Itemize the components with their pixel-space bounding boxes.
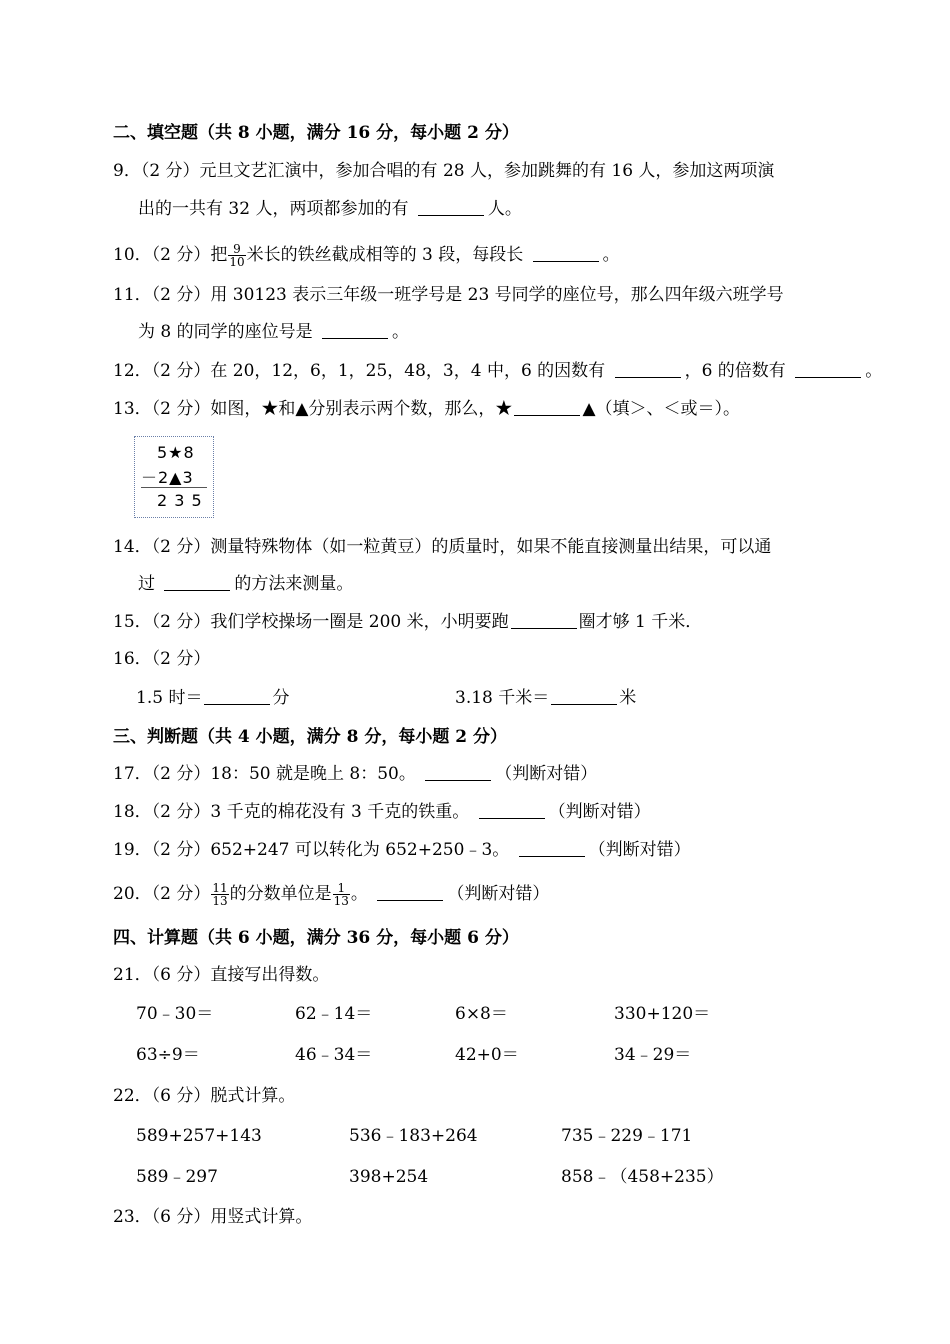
question-19: 19．（2 分）652+247 可以转化为 652+250﹣3。 （判断对错） (113, 840, 691, 860)
question-16-part2: 3.18 千米＝ 米 (455, 688, 637, 708)
answer-blank[interactable] (551, 688, 617, 705)
q21-item: 6×8＝ (455, 1004, 508, 1024)
subtraction-figure (134, 436, 214, 518)
q21-item: 330+120＝ (614, 1004, 711, 1024)
fraction-9-10: $\frac{9}{10}$ (229, 242, 245, 269)
question-14-line1: 14．（2 分）测量特殊物体（如一粒黄豆）的质量时，如果不能直接测量出结果，可以通 (113, 537, 772, 557)
question-22-title: 22．（6 分）脱式计算。 (113, 1086, 296, 1106)
question-12: 12．（2 分）在 20，12，6，1，25，48，3，4 中，6 的因数有 ，6 的倍数有 。 (113, 361, 883, 381)
q21-item: 34﹣29＝ (614, 1045, 692, 1065)
question-15: 15．（2 分）我们学校操场一圈是 200 米，小明要跑 圈才够 1 千米． (113, 612, 703, 632)
figure-row-1: 5★8 (157, 443, 195, 462)
answer-blank[interactable] (322, 322, 388, 339)
answer-blank[interactable] (533, 245, 599, 262)
question-9-unit: 人。 (487, 199, 522, 219)
answer-blank[interactable] (164, 574, 230, 591)
question-11-line2: 为 8 的同学的座位号是 。 (138, 322, 410, 342)
answer-blank[interactable] (418, 199, 484, 216)
question-11-line1: 11．（2 分）用 30123 表示三年级一班学号是 23 号同学的座位号，那么四年级六班学号 (113, 285, 784, 305)
answer-blank[interactable] (615, 361, 681, 378)
question-20: 20．（2 分） $\frac{11}{13}$ 的分数单位是 $\frac{1}{13}$ 。 （判断对错） (113, 881, 550, 908)
question-17: 17．（2 分）18：50 就是晚上 8：50。 （判断对错） (113, 764, 598, 784)
q21-item: 62﹣14＝ (295, 1004, 373, 1024)
answer-blank[interactable] (377, 884, 443, 901)
figure-row-2: －2▲3 (141, 468, 194, 487)
question-10: 10．（2 分）把 $\frac{9}{10}$ 米长的铁丝截成相等的 3 段，每段长 。 (113, 242, 620, 269)
question-13: 13．（2 分）如图，★和▲分别表示两个数，那么，★ ▲（填＞、＜或＝）。 (113, 399, 741, 419)
question-9-line2 (138, 198, 522, 220)
q22-item: 735﹣229﹣171 (561, 1126, 693, 1146)
question-18: 18．（2 分）3 千克的棉花没有 3 千克的铁重。 （判断对错） (113, 802, 651, 822)
section-calculation-heading: 四、计算题（共 6 小题，满分 36 分，每小题 6 分） (113, 928, 519, 948)
q22-item: 398+254 (349, 1167, 429, 1187)
question-14-line2: 过 的方法来测量。 (138, 574, 354, 594)
question-23-title: 23．（6 分）用竖式计算。 (113, 1207, 313, 1227)
question-16: 16．（2 分） (113, 649, 211, 669)
q22-item: 858﹣（458+235） (561, 1167, 724, 1187)
answer-blank[interactable] (511, 612, 577, 629)
q21-item: 46﹣34＝ (295, 1045, 373, 1065)
section-true-false-heading: 三、判断题（共 4 小题，满分 8 分，每小题 2 分） (113, 727, 507, 747)
question-9-text: 出的一共有 32 人，两项都参加的有 (138, 199, 414, 219)
question-9-line1: 9．（2 分）元旦文艺汇演中，参加合唱的有 28 人，参加跳舞的有 16 人，参加这两项演 (113, 161, 775, 181)
answer-blank[interactable] (479, 802, 545, 819)
fraction-11-13: $\frac{11}{13}$ (212, 881, 228, 908)
question-21-title: 21．（6 分）直接写出得数。 (113, 965, 330, 985)
q21-item: 42+0＝ (455, 1045, 519, 1065)
fraction-1-13: $\frac{1}{13}$ (333, 881, 349, 908)
figure-row-3: 2 3 5 (157, 491, 203, 510)
answer-blank[interactable] (204, 688, 270, 705)
answer-blank[interactable] (519, 840, 585, 857)
q21-item: 70﹣30＝ (136, 1004, 214, 1024)
q22-item: 589﹣297 (136, 1167, 218, 1187)
answer-blank[interactable] (795, 361, 861, 378)
q21-item: 63÷9＝ (136, 1045, 200, 1065)
answer-blank[interactable] (514, 399, 580, 416)
answer-blank[interactable] (425, 764, 491, 781)
q22-item: 536﹣183+264 (349, 1126, 478, 1146)
figure-rule (141, 487, 207, 488)
section-fill-blank-heading: 二、填空题（共 8 小题，满分 16 分，每小题 2 分） (113, 123, 519, 143)
question-16-part1: 1.5 时＝ 分 (136, 688, 290, 708)
q22-item: 589+257+143 (136, 1126, 262, 1146)
